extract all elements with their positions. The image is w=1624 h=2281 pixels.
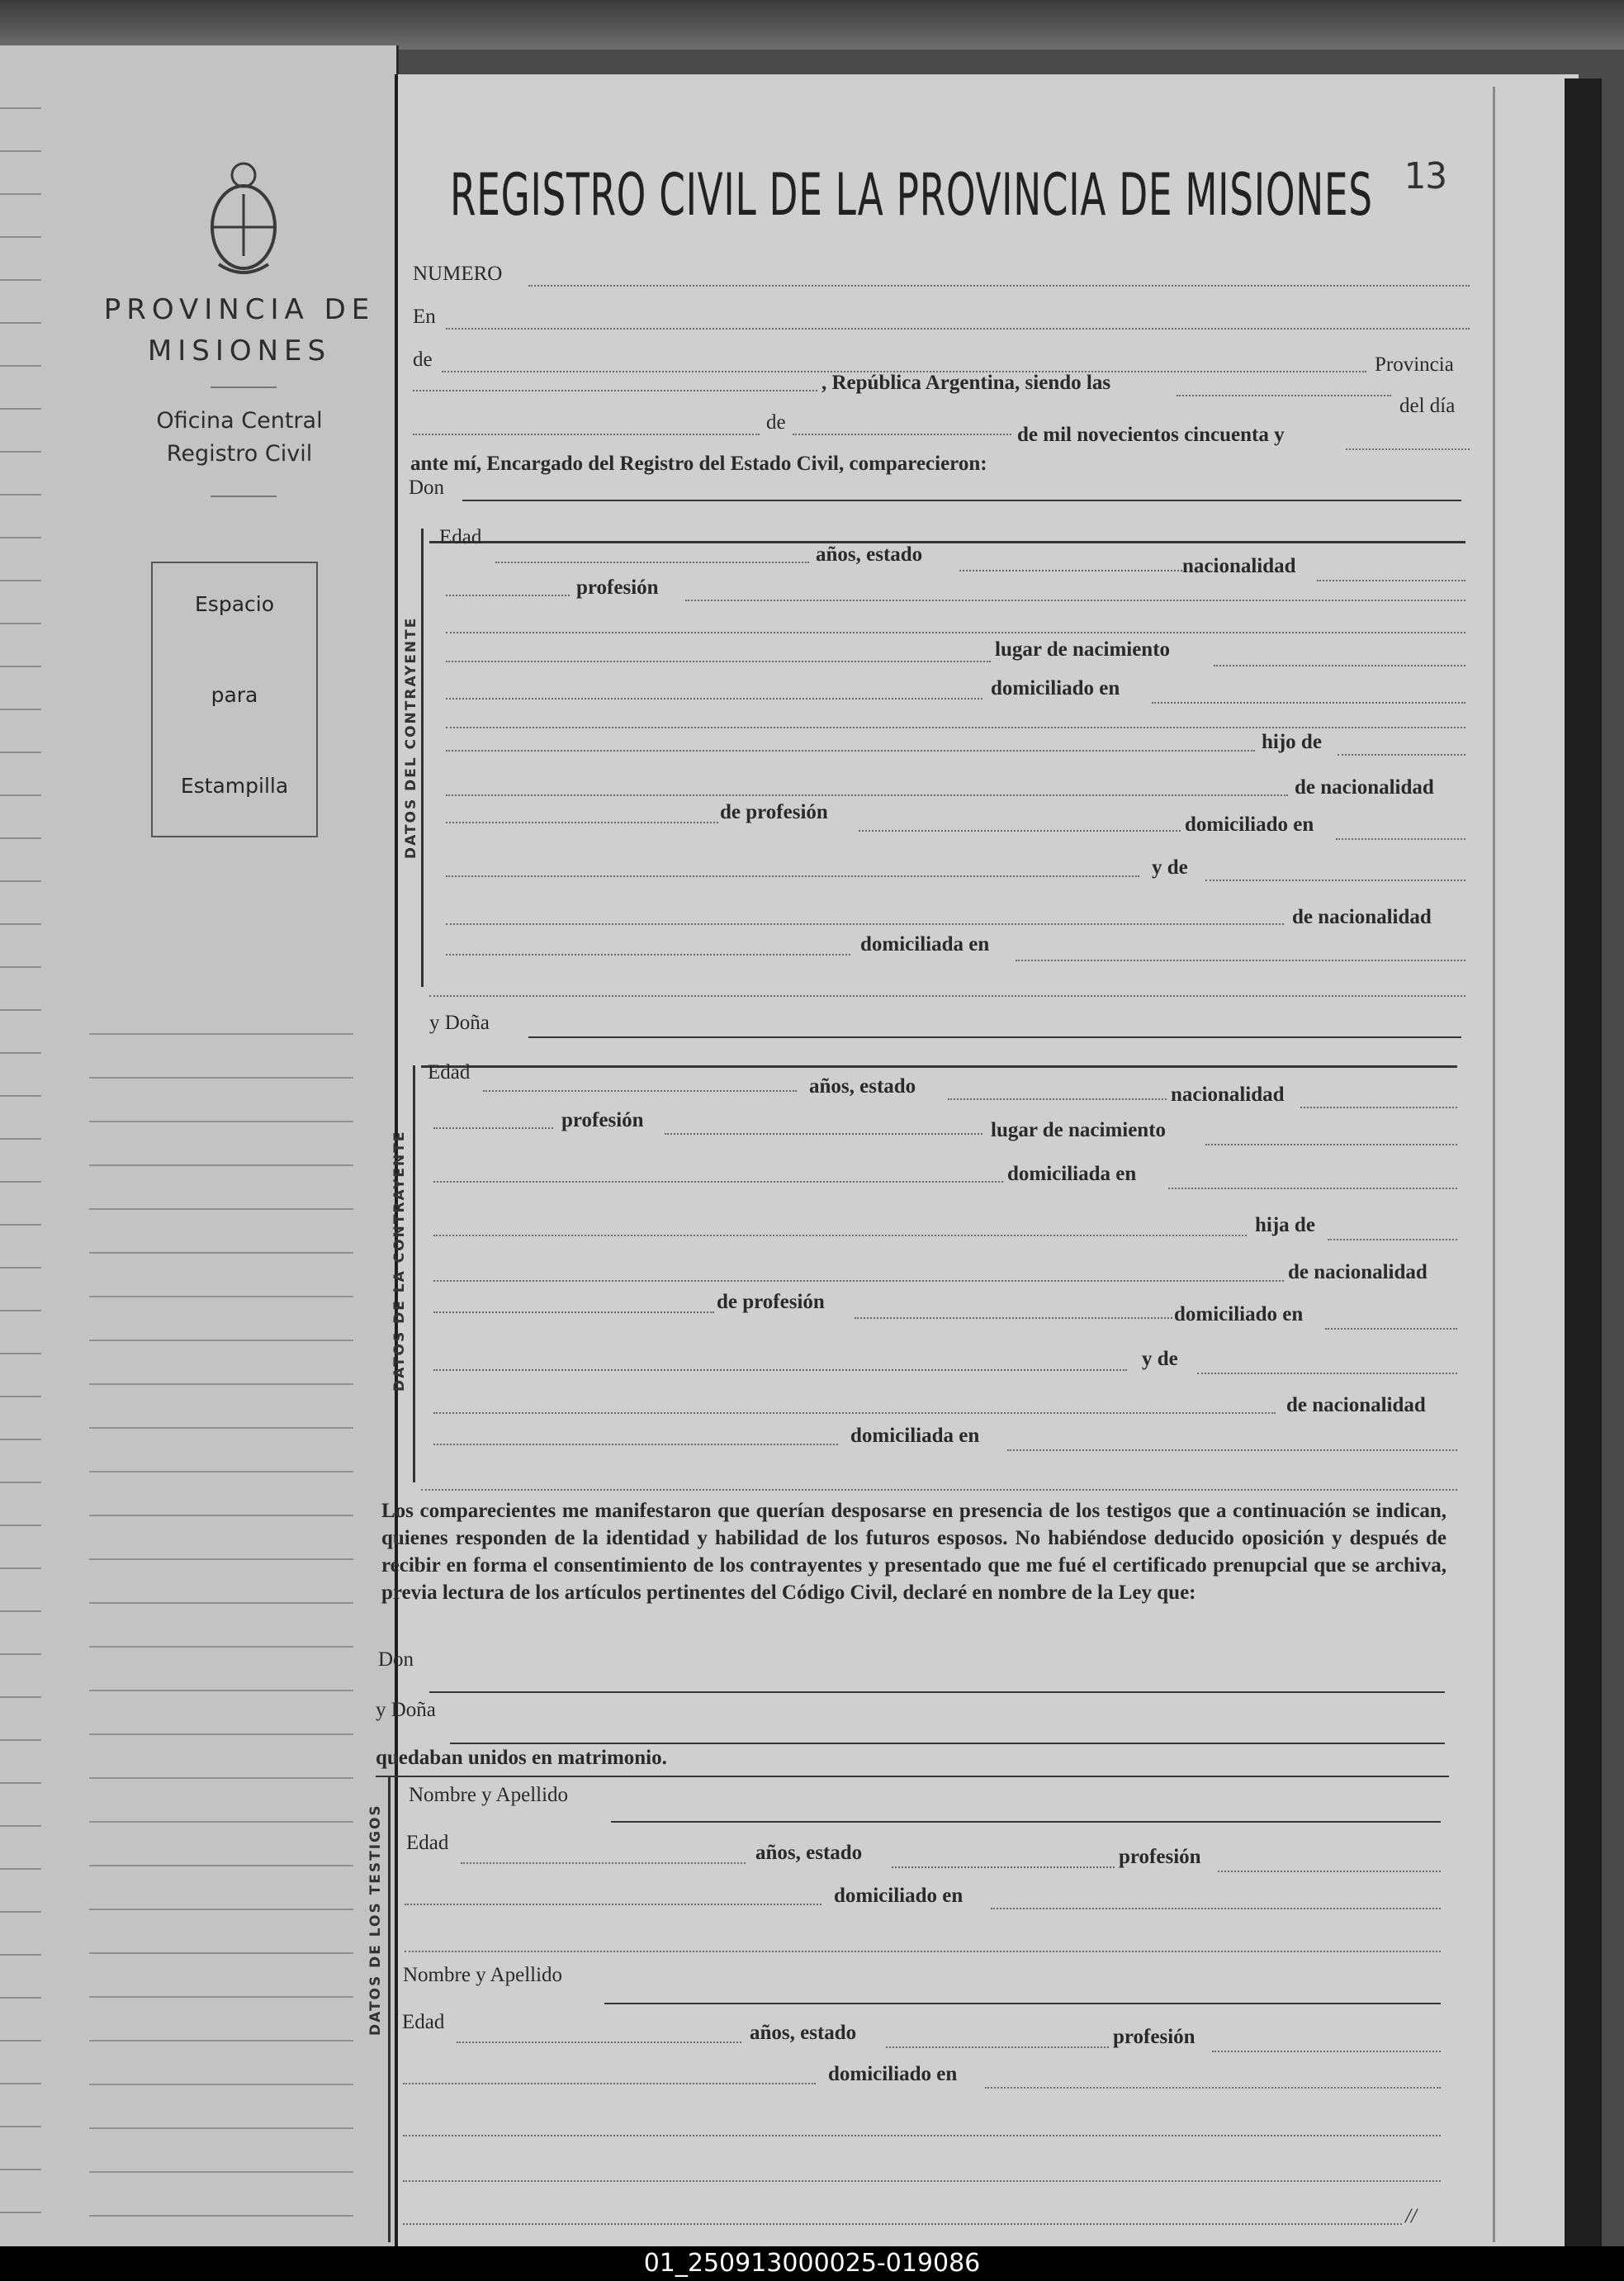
c-field-domicilio-2[interactable] <box>1152 702 1465 704</box>
c-field-lugar-2[interactable] <box>1214 665 1465 666</box>
c-field-edad[interactable] <box>495 562 809 563</box>
f-label-hija-de: hija de <box>1255 1214 1315 1236</box>
c-field-lugar[interactable] <box>446 661 991 662</box>
f-field-line-end[interactable] <box>421 1489 1457 1491</box>
office-line2: Registro Civil <box>166 441 313 467</box>
t1-field-profesion[interactable] <box>1218 1871 1441 1872</box>
t1-label-domiciliado: domiciliado en <box>834 1885 964 1907</box>
t2-label-nombre: Nombre y Apellido <box>403 1964 563 1986</box>
label-don: Don <box>409 477 445 499</box>
c-field-madre-nac[interactable] <box>446 923 1284 925</box>
c-field-padre-dom[interactable] <box>1336 838 1465 840</box>
c-field-line-end[interactable] <box>429 995 1465 997</box>
c-field-line-2[interactable] <box>446 727 1465 728</box>
c-label-domiciliado-en-2: domiciliado en <box>1185 813 1314 836</box>
field-numero[interactable] <box>528 285 1470 287</box>
office-name <box>116 405 363 471</box>
c-label-nacionalidad: nacionalidad <box>1182 555 1296 577</box>
divider <box>211 496 277 497</box>
field-decl-don[interactable] <box>429 1691 1445 1693</box>
t2-field-nombre[interactable] <box>604 2003 1441 2004</box>
label-republica: , República Argentina, siendo las <box>821 372 1111 394</box>
label-decl-dona: y Doña <box>376 1699 436 1721</box>
f-field-hija-2[interactable] <box>1328 1239 1457 1240</box>
label-del-dia: del día <box>1399 395 1456 417</box>
t1-field-edad[interactable] <box>461 1862 746 1864</box>
t2-field-line[interactable] <box>403 2135 1441 2136</box>
testigos-section-label: DATOS DE LOS TESTIGOS <box>367 1804 384 2036</box>
c-label-lugar-nacimiento: lugar de nacimiento <box>995 638 1171 661</box>
office-line1: Oficina Central <box>156 408 323 434</box>
c-field-madre-dom-2[interactable] <box>1016 960 1465 961</box>
t2-label-domiciliado: domiciliado en <box>828 2063 958 2085</box>
t2-field-domicilio-2[interactable] <box>985 2087 1441 2089</box>
form-title: REGISTRO CIVIL DE LA PROVINCIA DE MISIONES <box>450 161 1373 229</box>
t1-label-anos-estado: años, estado <box>755 1842 863 1864</box>
f-field-padre-dom-2[interactable] <box>433 1369 1127 1371</box>
right-margin-rule <box>1493 87 1495 2242</box>
t2-field-edad[interactable] <box>457 2042 741 2043</box>
f-label-nacionalidad: nacionalidad <box>1171 1084 1285 1106</box>
t2-label-profesion: profesión <box>1113 2026 1196 2048</box>
f-field-padre[interactable] <box>433 1311 714 1313</box>
f-field-profesion[interactable] <box>665 1133 982 1135</box>
left-page-ruled-lines <box>89 991 353 2230</box>
t1-field-domicilio[interactable] <box>405 1904 821 1905</box>
field-decl-dona[interactable] <box>450 1743 1445 1744</box>
label-decl-don: Don <box>378 1648 414 1671</box>
f-field-madre[interactable] <box>1197 1373 1457 1374</box>
t2-field-line-end[interactable] <box>403 2223 1402 2225</box>
t1-field-line[interactable] <box>405 1951 1441 1952</box>
t1-field-nombre[interactable] <box>611 1821 1441 1823</box>
f-label-y-de: y de <box>1142 1348 1178 1370</box>
contrayente-section-label: DATOS DEL CONTRAYENTE <box>403 616 419 859</box>
field-provincia[interactable] <box>413 390 817 391</box>
c-label-de-nacionalidad-2: de nacionalidad <box>1292 906 1432 928</box>
province-line1: PROVINCIA DE <box>103 293 376 326</box>
rule-contrayente-top <box>429 541 1465 543</box>
c-field-pre-profesion[interactable] <box>446 595 570 596</box>
c-field-padre-prof[interactable] <box>859 830 1181 832</box>
stamp-word-2: para <box>211 683 258 707</box>
contrayenta-bracket <box>413 1065 415 1482</box>
divider <box>211 386 277 388</box>
c-label-edad: Edad <box>439 526 482 548</box>
c-field-padre-dom-2[interactable] <box>446 875 1139 877</box>
coat-of-arms-icon <box>198 157 289 281</box>
c-label-de-profesion: de profesión <box>720 801 828 823</box>
c-label-domiciliado-en: domiciliado en <box>991 677 1120 699</box>
label-de2: de <box>766 411 786 434</box>
f-field-lugar[interactable] <box>1205 1144 1457 1145</box>
end-mark: // <box>1405 2205 1417 2227</box>
label-y-dona: y Doña <box>429 1012 490 1034</box>
f-label-domiciliada-en-2: domiciliada en <box>850 1425 980 1447</box>
f-field-pre-profesion[interactable] <box>433 1127 553 1129</box>
rule-contrayenta-top <box>421 1065 1457 1068</box>
c-label-hijo-de: hijo de <box>1262 731 1322 753</box>
label-provincia: Provincia <box>1375 353 1454 376</box>
t1-label-profesion: profesión <box>1119 1846 1201 1868</box>
f-field-padre-nac[interactable] <box>433 1280 1284 1282</box>
c-field-madre-dom[interactable] <box>446 954 850 956</box>
c-label-domiciliada-en: domiciliada en <box>860 933 990 956</box>
page-number: 13 <box>1404 155 1447 197</box>
declaration-paragraph: Los comparecientes me manifestaron que querían desposarse en presencia de los testigos que a continuación se indican, quienes responden de la identidad y habilidad de los futuros esposos. No habiéndose deducido oposición y después de recibir en forma el consentimiento de los contrayentes y presentado que me fué el certificado prenupcial que se archiva, previa lectura de los artículos pertinentes del Código Civil, declaré en nombre de la Ley que: <box>381 1500 1446 1604</box>
f-field-padre-prof[interactable] <box>855 1317 1172 1319</box>
f-field-hija[interactable] <box>433 1235 1247 1236</box>
t1-label-nombre: Nombre y Apellido <box>409 1784 569 1806</box>
field-dona[interactable] <box>528 1036 1461 1038</box>
f-label-anos-estado: años, estado <box>809 1075 916 1098</box>
label-de-mil: de mil novecientos cincuenta y <box>1017 424 1285 446</box>
c-label-y-de: y de <box>1152 856 1188 879</box>
field-en[interactable] <box>446 328 1470 330</box>
f-label-de-profesion: de profesión <box>717 1291 825 1313</box>
f-label-de-nacionalidad-2: de nacionalidad <box>1286 1394 1426 1416</box>
label-numero: NUMERO <box>413 263 503 285</box>
book-top-background <box>0 0 1624 50</box>
c-field-domicilio[interactable] <box>446 698 982 699</box>
c-label-profesion: profesión <box>576 576 659 599</box>
t2-field-profesion[interactable] <box>1212 2051 1441 2052</box>
f-field-estado[interactable] <box>948 1098 1167 1100</box>
stamp-space-box <box>151 562 318 837</box>
stamp-word-3: Estampilla <box>180 774 289 798</box>
label-en: En <box>413 306 436 328</box>
f-label-profesion: profesión <box>561 1109 644 1131</box>
rule-testigos-top <box>376 1776 1449 1777</box>
f-field-madre-nac[interactable] <box>433 1412 1276 1414</box>
t1-field-estado[interactable] <box>892 1866 1115 1868</box>
c-field-padre[interactable] <box>446 822 718 823</box>
f-field-madre-dom[interactable] <box>433 1444 838 1445</box>
c-field-madre[interactable] <box>1205 880 1465 881</box>
f-label-domiciliada-en: domiciliada en <box>1007 1163 1137 1185</box>
f-label-edad: Edad <box>428 1061 471 1084</box>
t1-field-domicilio-2[interactable] <box>991 1908 1441 1909</box>
c-label-de-nacionalidad: de nacionalidad <box>1295 776 1434 799</box>
c-label-anos-estado: años, estado <box>816 543 923 566</box>
testigos-bracket <box>388 1776 391 2242</box>
field-dia[interactable] <box>413 434 760 435</box>
f-field-domicilio[interactable] <box>433 1181 1003 1183</box>
f-field-madre-dom-2[interactable] <box>1007 1449 1457 1451</box>
f-field-nacionalidad[interactable] <box>1300 1107 1457 1108</box>
f-field-padre-dom[interactable] <box>1325 1328 1457 1330</box>
image-caption: 01_250913000025-019086 <box>643 2249 981 2278</box>
t2-field-domicilio[interactable] <box>403 2083 816 2084</box>
label-de: de <box>413 349 433 371</box>
f-field-domicilio-2[interactable] <box>1168 1188 1457 1189</box>
t2-field-estado[interactable] <box>886 2046 1109 2048</box>
label-quedaban: quedaban unidos en matrimonio. <box>376 1747 667 1769</box>
left-page-edge-ruling <box>0 66 41 2230</box>
contrayenta-section-label: DATOS DE LA CONTRAYENTE <box>391 1130 408 1392</box>
f-field-edad[interactable] <box>483 1090 797 1092</box>
c-field-padre-nac[interactable] <box>446 794 1288 796</box>
c-field-estado[interactable] <box>959 570 1182 571</box>
c-field-nacionalidad[interactable] <box>1317 580 1465 581</box>
field-don[interactable] <box>462 500 1461 501</box>
t1-label-edad: Edad <box>406 1832 449 1854</box>
stamp-word-1: Espacio <box>195 592 274 616</box>
label-ante-mi: ante mí, Encargado del Registro del Estado Civil, comparecieron: <box>410 453 987 475</box>
c-field-line-1[interactable] <box>446 632 1465 633</box>
c-field-hijo-2[interactable] <box>1338 754 1465 756</box>
t2-label-anos-estado: años, estado <box>750 2022 857 2044</box>
field-hora[interactable] <box>1177 395 1391 396</box>
contrayente-bracket <box>421 529 424 987</box>
f-label-domiciliado-en: domiciliado en <box>1174 1303 1304 1325</box>
field-anio[interactable] <box>1346 448 1470 450</box>
field-mes[interactable] <box>793 434 1011 435</box>
c-field-profesion[interactable] <box>685 600 1465 601</box>
province-line2: MISIONES <box>147 334 332 368</box>
province-name <box>91 289 388 372</box>
t2-label-edad: Edad <box>402 2011 445 2033</box>
f-label-de-nacionalidad: de nacionalidad <box>1288 1261 1428 1283</box>
book-page-edge <box>1565 78 1602 2246</box>
f-label-lugar-nacimiento: lugar de nacimiento <box>991 1119 1167 1141</box>
t2-field-line-2[interactable] <box>403 2180 1441 2182</box>
c-field-hijo[interactable] <box>446 750 1255 752</box>
